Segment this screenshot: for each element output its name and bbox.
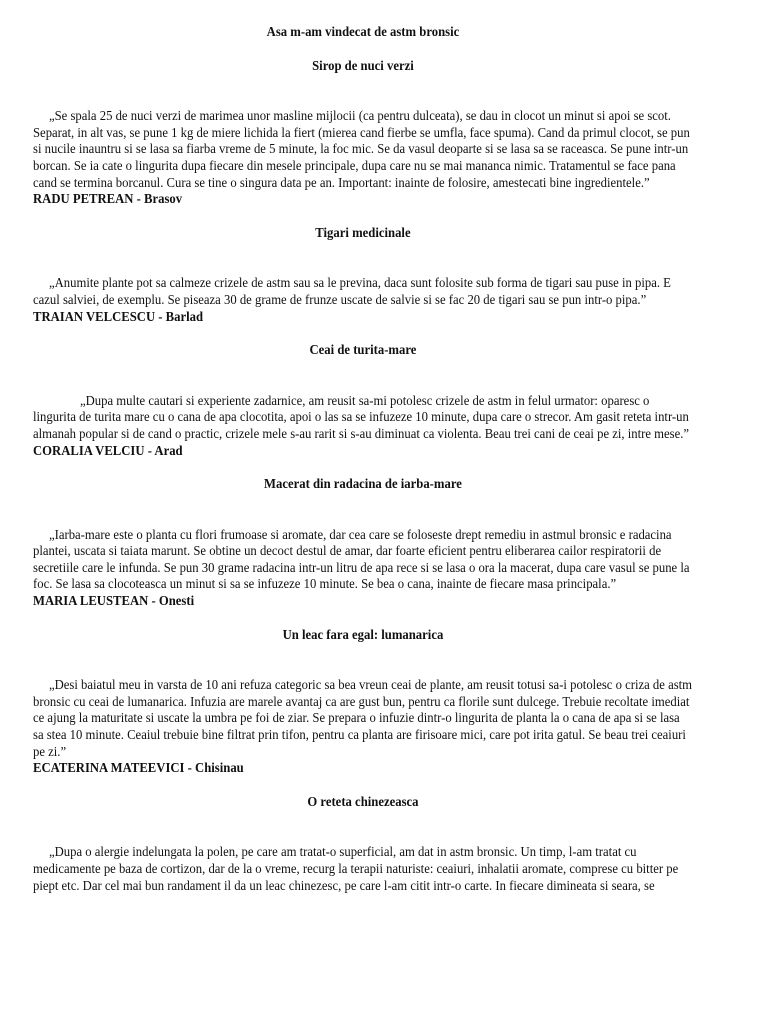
section-body-sirop: „Se spala 25 de nuci verzi de marimea unor masline mijlocii (ca pentru dulceata), se dau in clocot un minut si apoi se scot. Separat, in alt vas, se pune 1 kg de miere lichida la fiert (mierea cand fierbe se umfla, face spuma). Cand da primul clocot, se pun si nucile inauntru si se lasa sa fiarba vreme de 5 minute, la foc mic. Se da vasul deoparte si se lasa sa se raceasca. Se pune intr-un borcan. Se ia cate o lingurita dupa fiecare din mesele principale, dupa care nu se mai mananca nimic. Tratamentul se face pana cand se termina borcanul. Cura se tine o singura data pe an. Important: inainte de folosire, amestecati bine ingredientele.” [33,108,690,190]
section-title-chinezeasca: O reteta chinezeasca [307,793,419,809]
section-author-lumanarica: ECATERINA MATEEVICI - Chisinau [33,760,244,776]
document-page [33,0,693,894]
section-title-lumanarica: Un leac fara egal: lumanarica [282,626,444,642]
document-title: Asa m-am vindecat de astm bronsic [266,24,460,39]
section-body-lumanarica: „Desi baiatul meu in varsta de 10 ani refuza categoric sa bea vreun ceai de plante, am reusit totusi sa-i potolesc o criza de astm bronsic cu ceai de lumanarica. Infuzia are marele avantaj ca are gust bun, pentru ca florile sunt dulcege. Trebuie recoltate imediat ce ajung la maturitate si uscate la umbra pe foi de ziar. Se prepara o infuzie dintr-o lingurita de planta la o cana de apa si se lasa sa stea 10 minute. Ceaiul trebuie bine filtrat prin tifon, pentru ca planta are firisoare mici, care pot irita gatul. Se beau trei ceaiuri pe zi.” [33,677,693,759]
section-body-iarba-mare: „Iarba-mare este o planta cu flori frumoase si aromate, dar cea care se foloseste drept remediu in astmul bronsic e radacina plantei, uscata si taiata marunt. Se obtine un decoct destul de amar, dar foarte eficient pentru eliberarea cailor respiratorii de secretiile care le infunda. Se pun 30 grame radacina intr-un litru de apa rece si se lasa o ora la macerat, dupa care vasul se pune la foc. Se lasa sa clocoteasca un minut si sa se infuzeze 10 minute. Se bea o cana, inainte de fiecare masa principala.” [33,526,690,592]
section-title-sirop: Sirop de nuci verzi [312,57,414,73]
section-author-tigari: TRAIAN VELCESCU - Barlad [33,308,204,324]
section-author-sirop: RADU PETREAN - Brasov [33,191,183,207]
section-body-tigari: „Anumite plante pot sa calmeze crizele de astm sau sa le previna, daca sunt folosite sub forma de tigari sau puse in pipa. E cazul salviei, de exemplu. Se piseaza 30 de grame de frunze uscate de salvie si se fac 20 de tigari sau se pun intr-o pipa.” [33,275,671,307]
section-author-iarba-mare: MARIA LEUSTEAN - Onesti [33,593,195,609]
section-body-chinezeasca: „Dupa o alergie indelungata la polen, pe care am tratat-o superficial, am dat in astm bronsic. Un timp, l-am tratat cu medicamente pe baza de cortizon, dar de la o vreme, recurg la terapii naturiste: ceaiuri, inhalatii aromate, comprese cu bitter pe piept etc. Dar cel mai bun randament il da un leac chinezesc, pe care l-am citit intr-o carte. In fiecare dimineata si seara, se [33,844,679,893]
section-author-turita: CORALIA VELCIU - Arad [33,442,183,458]
section-title-iarba-mare: Macerat din radacina de iarba-mare [264,476,462,492]
section-title-tigari: Tigari medicinale [315,224,411,240]
section-title-turita: Ceai de turita-mare [309,342,417,358]
section-body-turita: „Dupa multe cautari si experiente zadarnice, am reusit sa-mi potolesc crizele de astm in felul urmator: oparesc o lingurita de turita mare cu o cana de apa clocotita, apoi o las sa se infuzeze 10 minute, dupa care o strecor. Am gasit reteta intr-un almanah popular si de cand o practic, crizele mele s-au rarit si s-au diminuat ca violenta. Beau trei cani de ceai pe zi, intre mese.” [33,392,690,441]
